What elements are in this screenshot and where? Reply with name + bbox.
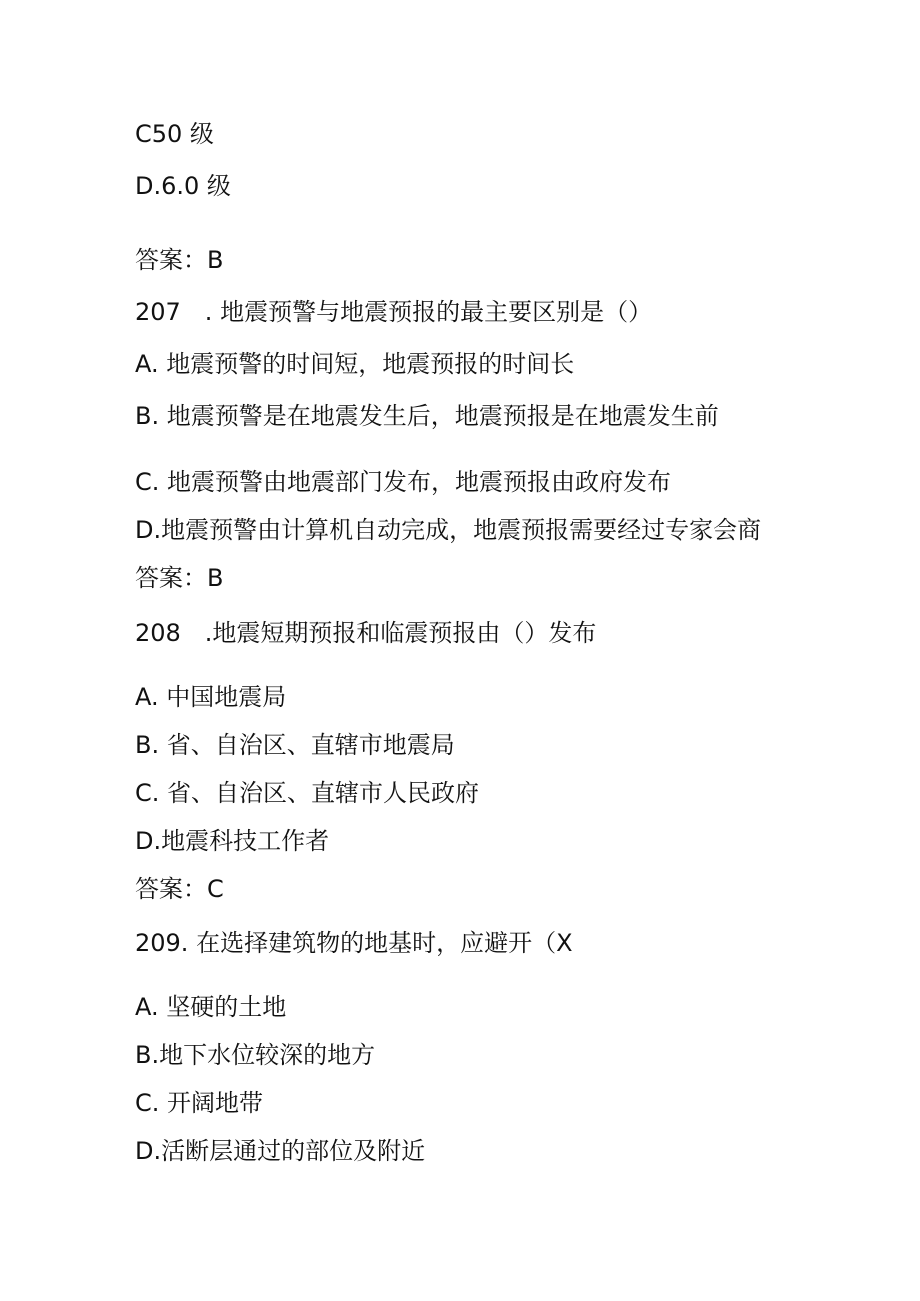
q208-answer: 答案：C bbox=[135, 875, 224, 903]
q206-answer: 答案：B bbox=[135, 246, 224, 274]
q208-option-b: B. 省、自治区、直辖市地震局 bbox=[135, 731, 455, 759]
q207-option-c: C. 地震预警由地震部门发布，地震预报由政府发布 bbox=[135, 468, 672, 496]
q209-option-a: A. 坚硬的土地 bbox=[135, 993, 287, 1021]
q207-answer: 答案：B bbox=[135, 564, 224, 592]
q208-option-c: C. 省、自治区、直辖市人民政府 bbox=[135, 779, 480, 807]
q207-option-a: A. 地震预警的时间短，地震预报的时间长 bbox=[135, 350, 575, 378]
q206-option-c: C50 级 bbox=[135, 120, 214, 148]
q206-option-d: D.6.0 级 bbox=[135, 172, 231, 200]
q207-question: 207 . 地震预警与地震预报的最主要区别是（） bbox=[135, 298, 653, 326]
q207-option-d: D.地震预警由计算机自动完成，地震预报需要经过专家会商 bbox=[135, 516, 762, 544]
q209-question: 209. 在选择建筑物的地基时，应避开（X bbox=[135, 929, 573, 957]
q208-option-a: A. 中国地震局 bbox=[135, 683, 287, 711]
q208-question: 208 .地震短期预报和临震预报由（）发布 bbox=[135, 619, 597, 647]
q207-option-b: B. 地震预警是在地震发生后，地震预报是在地震发生前 bbox=[135, 402, 719, 430]
q208-option-d: D.地震科技工作者 bbox=[135, 827, 330, 855]
q209-option-c: C. 开阔地带 bbox=[135, 1089, 264, 1117]
q209-option-d: D.活断层通过的部位及附近 bbox=[135, 1137, 426, 1165]
q209-option-b: B.地下水位较深的地方 bbox=[135, 1041, 376, 1069]
